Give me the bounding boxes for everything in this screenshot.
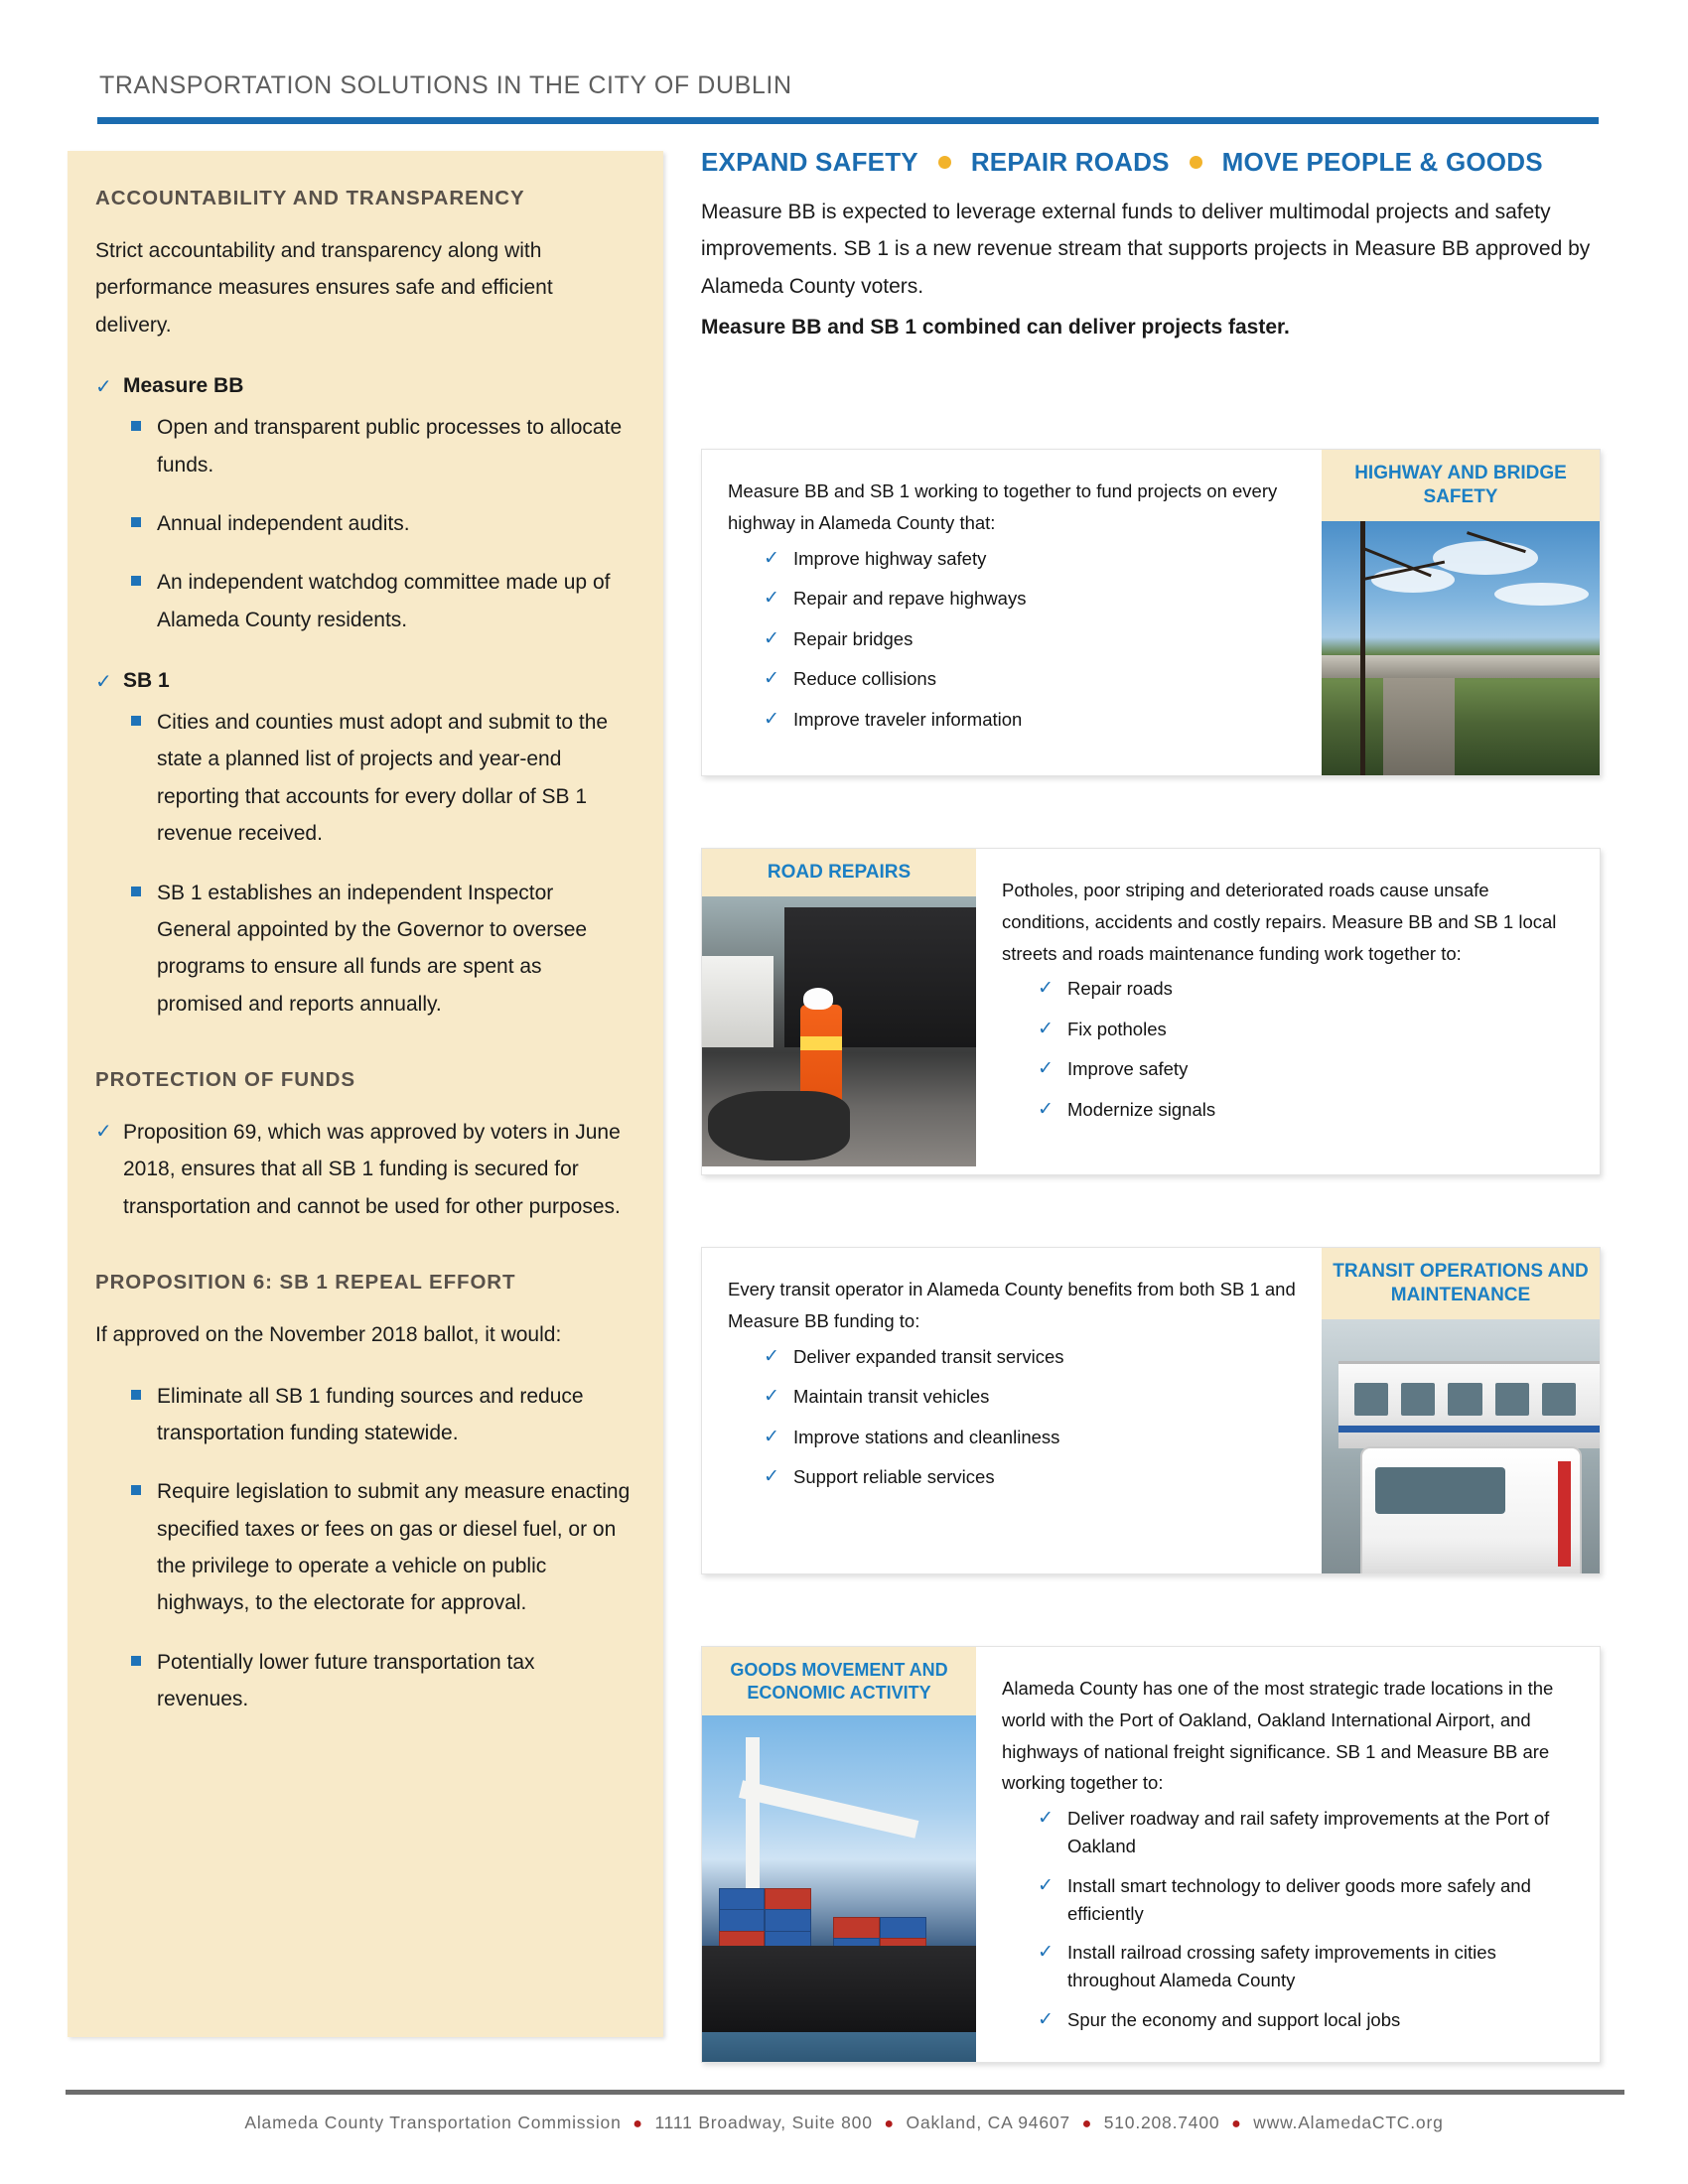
sidebar-sublist-text: Eliminate all SB 1 funding sources and reduce transportation funding statewide. — [157, 1384, 584, 1444]
check-icon: ✓ — [764, 547, 779, 569]
footer-org: Alameda County Transportation Commission — [244, 2113, 622, 2132]
card-media — [702, 849, 976, 1174]
check-icon: ✓ — [95, 1121, 112, 1143]
card-checklist — [728, 1343, 1298, 1492]
dot-separator-icon — [1190, 156, 1202, 169]
card-media — [702, 1647, 976, 2062]
card-body — [976, 1647, 1600, 2062]
card-checklist — [1002, 975, 1576, 1124]
card-list-text: Modernize signals — [1067, 1098, 1216, 1120]
bullet-separator-icon: ● — [633, 2116, 643, 2132]
check-icon: ✓ — [1038, 978, 1054, 1000]
card-caption: HIGHWAY AND BRIDGE SAFETY — [1322, 450, 1600, 521]
square-bullet-icon — [131, 1644, 157, 1666]
list-item — [95, 1644, 632, 1718]
sidebar-paragraph-proposition-6: If approved on the November 2018 ballot, it would: — [95, 1323, 562, 1347]
sidebar-sublist-text: An independent watchdog committee made up of Alameda County residents. — [157, 571, 611, 631]
list-item — [764, 706, 1298, 735]
kicker-move-people-goods: MOVE PEOPLE & GOODS — [1221, 147, 1543, 177]
list-item — [95, 564, 632, 638]
sidebar-paragraph-accountability: Strict accountability and transparency along with performance measures ensures safe and efficient delivery. — [95, 239, 553, 337]
footer-website[interactable]: www.AlamedaCTC.org — [1253, 2113, 1444, 2132]
check-icon: ✓ — [764, 668, 779, 690]
card-list-text: Improve safety — [1067, 1058, 1189, 1080]
card-body — [976, 849, 1600, 1174]
sidebar-sublist-text: Annual independent audits. — [157, 511, 410, 535]
sidebar-sublist-sb1 — [95, 704, 632, 1023]
card-checklist — [728, 545, 1298, 735]
square-bullet-icon — [131, 409, 157, 431]
bullet-separator-icon: ● — [1231, 2116, 1242, 2132]
page-title: TRANSPORTATION SOLUTIONS IN THE CITY OF DUBLIN — [99, 71, 792, 99]
card-list-text: Improve traveler information — [793, 708, 1023, 730]
card-paragraph: Measure BB and SB 1 working to together to fund projects on every highway in Alameda County that: — [728, 480, 1278, 533]
card-road-repairs — [701, 848, 1601, 1175]
card-list-text: Improve highway safety — [793, 547, 987, 569]
sidebar-check-proposition-69 — [95, 1114, 632, 1225]
main-kicker — [701, 147, 1601, 178]
sidebar-heading-accountability: ACCOUNTABILITY AND TRANSPARENCY — [95, 187, 525, 209]
footer-city: Oakland, CA 94607 — [906, 2113, 1070, 2132]
list-item — [764, 625, 1298, 654]
square-bullet-icon — [131, 875, 157, 896]
card-caption: TRANSIT OPERATIONS AND MAINTENANCE — [1322, 1248, 1600, 1319]
card-list-text: Deliver expanded transit services — [793, 1345, 1064, 1367]
square-bullet-icon — [131, 1378, 157, 1400]
sidebar-sublist-text: Open and transparent public processes to allocate funds. — [157, 416, 623, 477]
square-bullet-icon — [131, 505, 157, 527]
card-list-text: Fix potholes — [1067, 1018, 1167, 1039]
card-paragraph: Alameda County has one of the most strategic trade locations in the world with the Port of Oakland, Oakland International Airport, and highways of national freight significance. SB 1 and Measure BB are working together to: — [1002, 1678, 1554, 1794]
list-item — [1038, 1805, 1576, 1860]
main-intro-text: Measure BB is expected to leverage external funds to deliver multimodal projects and safety improvements. SB 1 is a new revenue stream that supports projects in Measure BB approved by Alameda County voters. — [701, 201, 1591, 298]
footer-address: 1111 Broadway, Suite 800 — [654, 2113, 873, 2132]
card-list-text: Install smart technology to deliver goods more safely and efficiently — [1067, 1874, 1531, 1924]
card-transit-operations-and-maintenance — [701, 1247, 1601, 1574]
sidebar-text-proposition-69: Proposition 69, which was approved by voters in June 2018, ensures that all SB 1 funding is secured for transportation and cannot be used for other purposes. — [123, 1121, 621, 1218]
card-body — [702, 450, 1322, 775]
main-intro-bold: Measure BB and SB 1 combined can deliver projects faster. — [701, 316, 1290, 340]
footer-phone: 510.208.7400 — [1103, 2113, 1220, 2132]
check-icon: ✓ — [764, 708, 779, 730]
road-repair-photo — [702, 896, 976, 1166]
card-list-text: Deliver roadway and rail safety improvements at the Port of Oakland — [1067, 1808, 1550, 1856]
card-caption: ROAD REPAIRS — [702, 849, 976, 896]
square-bullet-icon — [131, 704, 157, 726]
sidebar-sublist-text: Require legislation to submit any measure enacting specified taxes or fees on gas or diesel fuel, or on the privilege to operate a vehicle on public highways, to the electorate for approval. — [157, 1480, 631, 1615]
footer-divider-rule — [66, 2090, 1624, 2095]
sidebar-sublist-text: Potentially lower future transportation tax revenues. — [157, 1650, 535, 1711]
card-list-text: Repair bridges — [793, 627, 914, 649]
check-icon: ✓ — [764, 1345, 779, 1367]
list-item — [95, 1473, 632, 1622]
card-goods-movement-and-economic-activity — [701, 1646, 1601, 2063]
page-header — [99, 71, 1599, 100]
list-item — [1038, 1939, 1576, 1994]
dot-separator-icon — [938, 156, 951, 169]
card-list-text: Improve stations and cleanliness — [793, 1426, 1060, 1447]
check-icon: ✓ — [1038, 1874, 1054, 1896]
card-list-text: Maintain transit vehicles — [793, 1386, 990, 1408]
list-item — [1038, 1872, 1576, 1928]
card-list-text: Repair roads — [1067, 978, 1173, 1000]
sidebar-sublist-measure-bb — [95, 409, 632, 638]
check-icon: ✓ — [1038, 1018, 1054, 1039]
card-caption: GOODS MOVEMENT AND ECONOMIC ACTIVITY — [702, 1647, 976, 1715]
sidebar-group-measure-bb — [95, 369, 632, 403]
card-media — [1322, 1248, 1600, 1573]
main-column — [701, 147, 1601, 346]
sidebar-sublist-text: Cities and counties must adopt and submit to the state a planned list of projects and year-end reporting that accounts for every dollar of SB 1 revenue received. — [157, 711, 609, 846]
kicker-repair-roads: REPAIR ROADS — [970, 147, 1170, 177]
card-list-text: Reduce collisions — [793, 668, 936, 690]
sidebar-panel — [68, 151, 663, 2037]
check-icon: ✓ — [95, 671, 112, 693]
list-item — [95, 1378, 632, 1452]
card-list-text: Support reliable services — [793, 1466, 995, 1488]
list-item — [764, 1343, 1298, 1372]
sidebar-sublist-proposition-6 — [95, 1378, 632, 1718]
card-paragraph: Potholes, poor striping and deteriorated roads cause unsafe conditions, accidents and costly repairs. Measure BB and SB 1 local streets and roads maintenance funding work together to: — [1002, 880, 1557, 964]
list-item — [1038, 1096, 1576, 1125]
port-photo — [702, 1715, 976, 2062]
check-icon: ✓ — [1038, 1942, 1054, 1964]
sidebar-sublist-text: SB 1 establishes an independent Inspector General appointed by the Governor to oversee programs to ensure all funds are spent as promised and reports annually. — [157, 881, 588, 1016]
check-icon: ✓ — [764, 1466, 779, 1488]
list-item — [95, 409, 632, 483]
card-checklist — [1002, 1805, 1576, 2034]
list-item — [1038, 975, 1576, 1004]
list-item — [1038, 1055, 1576, 1084]
card-list-text: Install railroad crossing safety improvements in cities throughout Alameda County — [1067, 1942, 1496, 1990]
check-icon: ✓ — [95, 376, 112, 399]
check-icon: ✓ — [1038, 2008, 1054, 2030]
sidebar-group-label-sb1: SB 1 — [123, 669, 170, 692]
square-bullet-icon — [131, 1473, 157, 1495]
list-item — [764, 1383, 1298, 1412]
bullet-separator-icon: ● — [884, 2116, 895, 2132]
check-icon: ✓ — [1038, 1808, 1054, 1830]
card-media — [1322, 450, 1600, 775]
check-icon: ✓ — [764, 1426, 779, 1447]
list-item — [764, 585, 1298, 614]
list-item — [95, 704, 632, 853]
kicker-expand-safety: EXPAND SAFETY — [701, 147, 918, 177]
list-item — [764, 545, 1298, 574]
transit-photo — [1322, 1319, 1600, 1574]
list-item — [95, 505, 632, 542]
list-item — [1038, 1016, 1576, 1044]
sidebar-group-sb1 — [95, 664, 632, 698]
card-highway-and-bridge-safety — [701, 449, 1601, 776]
sidebar-heading-proposition-6: PROPOSITION 6: SB 1 REPEAL EFFORT — [95, 1271, 516, 1295]
check-icon: ✓ — [1038, 1058, 1054, 1080]
card-list-text: Repair and repave highways — [793, 588, 1027, 610]
bullet-separator-icon: ● — [1081, 2116, 1093, 2132]
list-item — [764, 1424, 1298, 1452]
sidebar-group-label-measure-bb: Measure BB — [123, 374, 244, 398]
card-list-text: Spur the economy and support local jobs — [1067, 2008, 1401, 2030]
card-paragraph: Every transit operator in Alameda County benefits from both SB 1 and Measure BB funding to: — [728, 1279, 1296, 1331]
check-icon: ✓ — [1038, 1098, 1054, 1120]
list-item — [764, 665, 1298, 694]
header-divider-rule — [97, 117, 1599, 124]
list-item — [764, 1463, 1298, 1492]
sidebar-heading-protection-of-funds: PROTECTION OF FUNDS — [95, 1068, 355, 1091]
footer — [0, 2113, 1688, 2133]
highway-bridge-photo — [1322, 521, 1600, 776]
card-body — [702, 1248, 1322, 1573]
check-icon: ✓ — [764, 627, 779, 649]
main-intro-paragraph — [701, 194, 1601, 346]
check-icon: ✓ — [764, 1386, 779, 1408]
square-bullet-icon — [131, 564, 157, 586]
list-item — [1038, 2006, 1576, 2035]
list-item — [95, 875, 632, 1024]
check-icon: ✓ — [764, 588, 779, 610]
